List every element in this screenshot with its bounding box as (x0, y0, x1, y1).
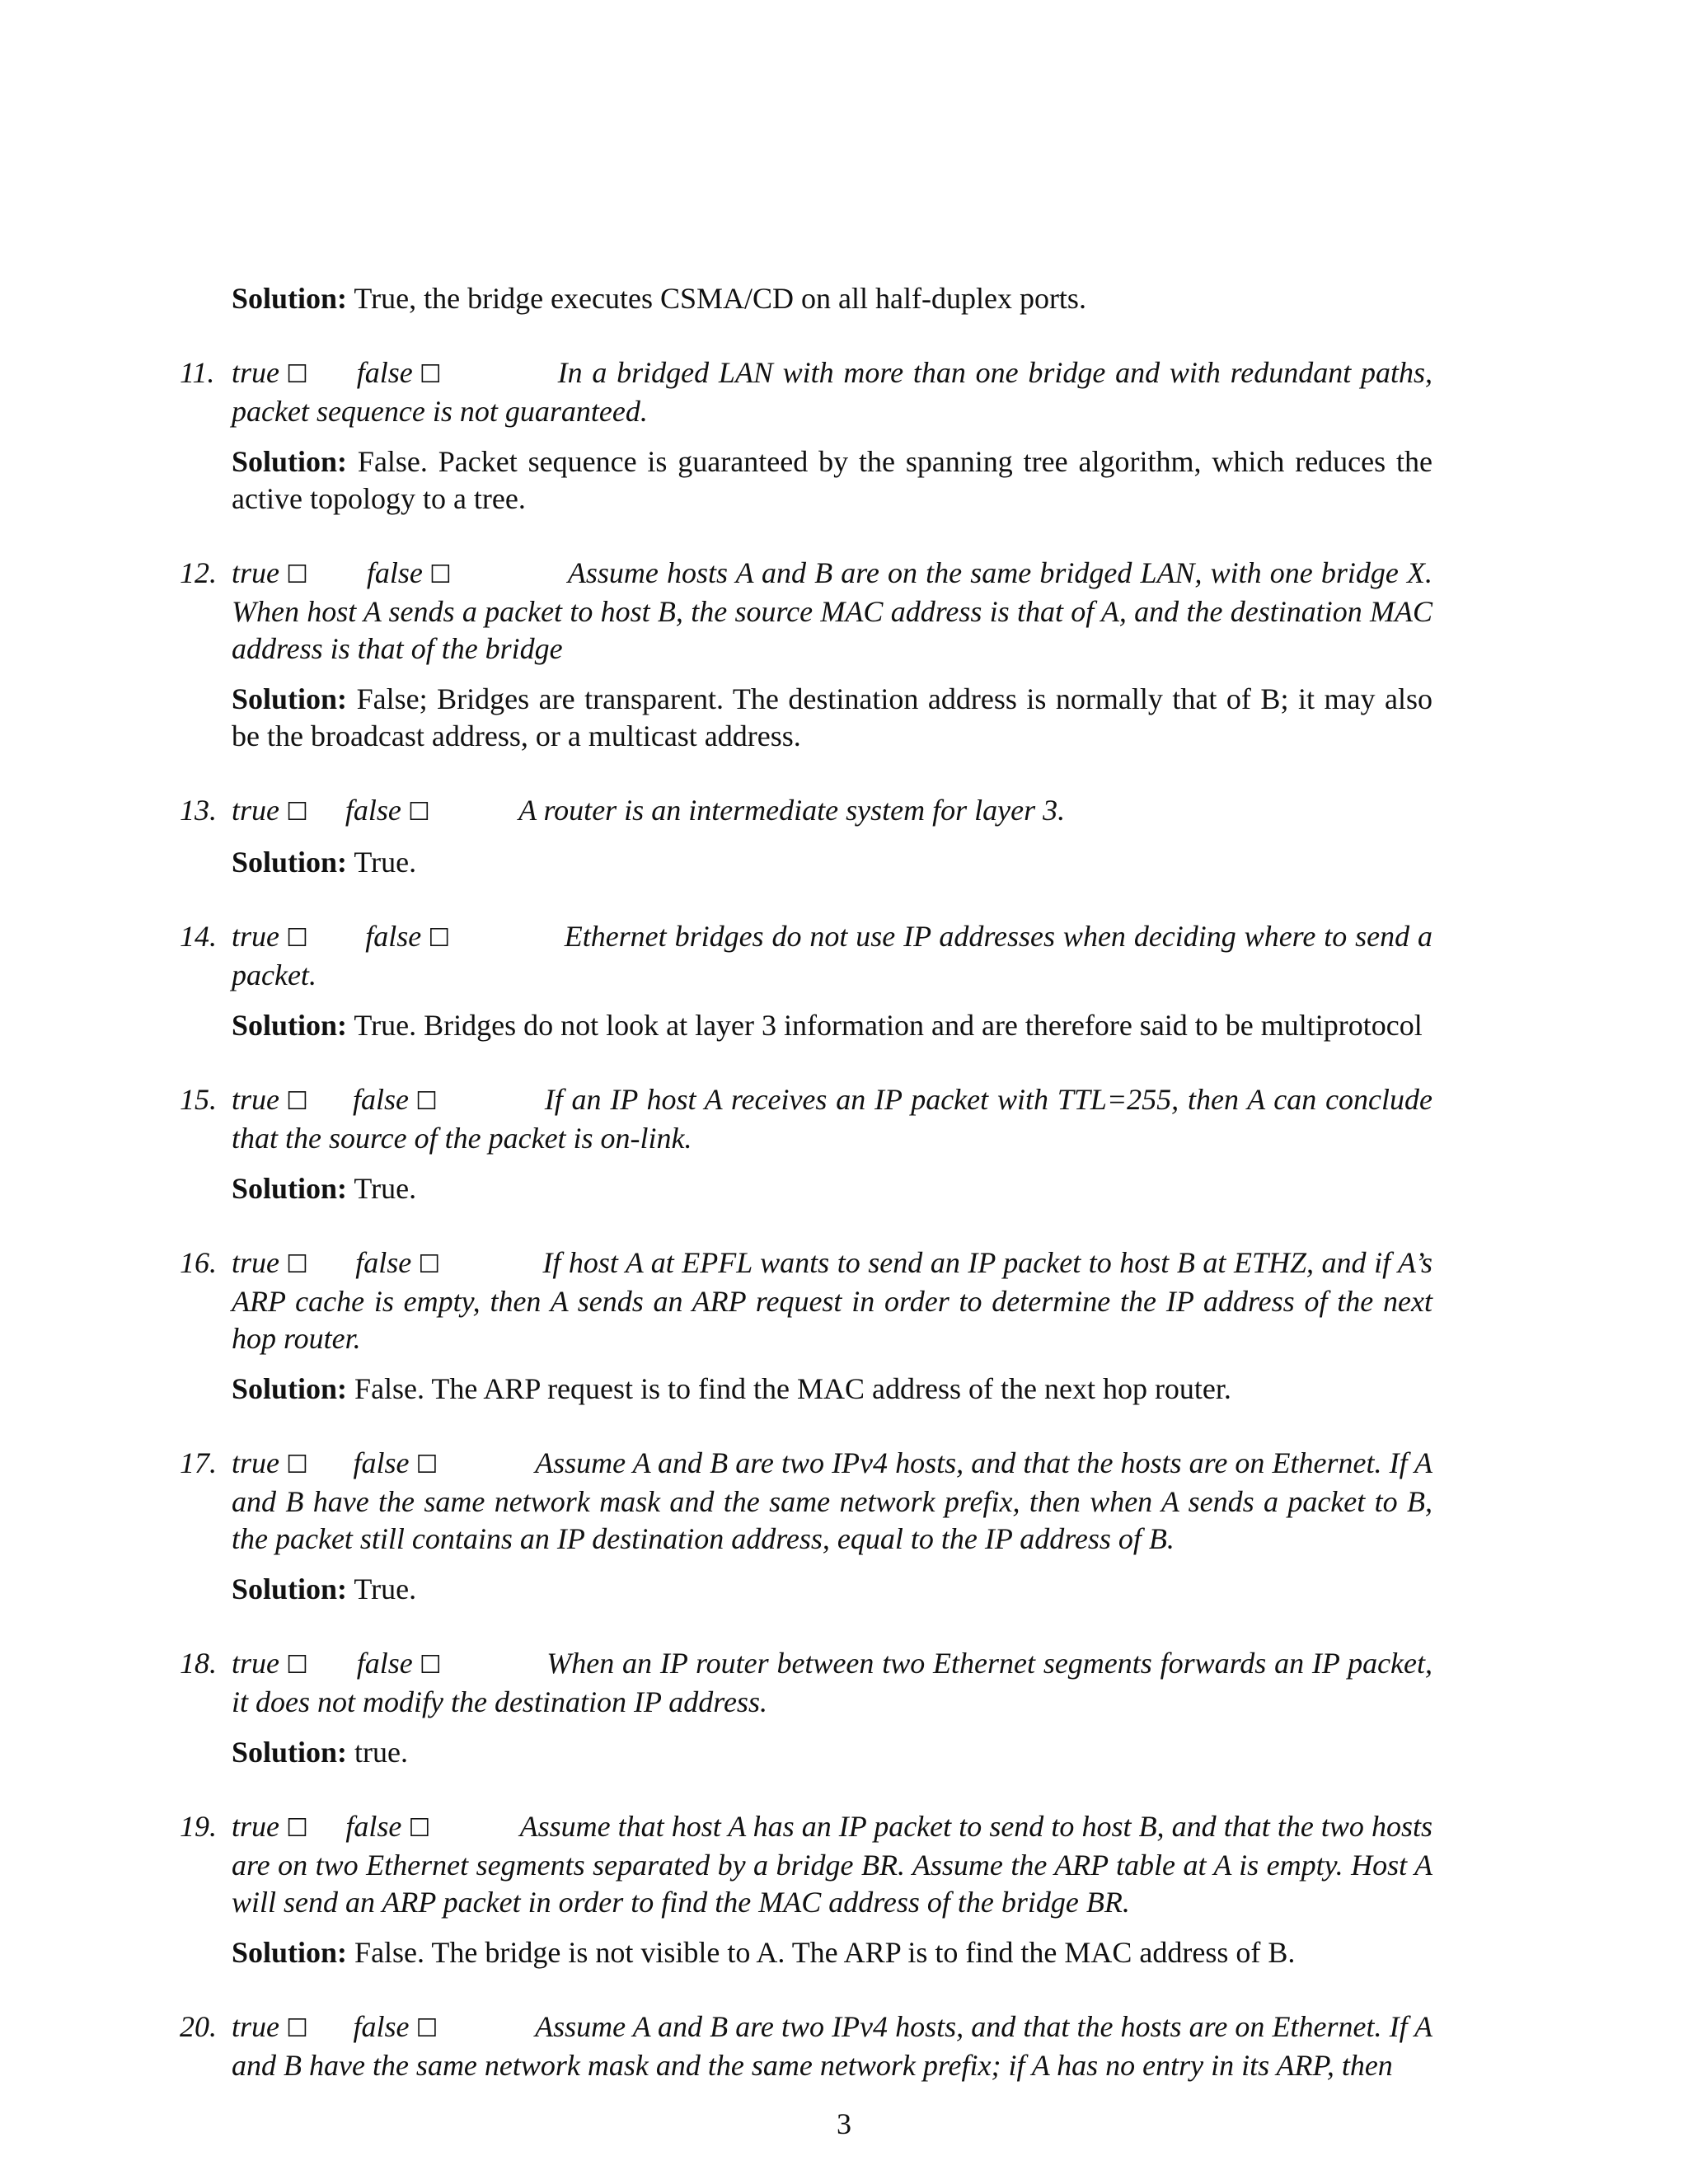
checkbox-icon[interactable]: ☐ (415, 1451, 438, 1479)
solution-label: Solution: (232, 1009, 348, 1042)
checkbox-icon[interactable]: ☐ (415, 1087, 438, 1116)
checkbox-icon[interactable]: ☐ (286, 1451, 308, 1479)
question-19 (180, 1808, 1432, 1921)
solution-text: False. The bridge is not visible to A. The ARP is to find the MAC address of B. (354, 1936, 1296, 1969)
question-statement: If an IP host A receives an IP packet with TTL=255, then A can conclude that the source of the packet is on-link. (232, 1083, 1433, 1155)
true-option[interactable] (232, 792, 308, 831)
checkbox-icon[interactable]: ☐ (286, 1651, 308, 1680)
true-label: true (232, 356, 279, 389)
true-option[interactable] (232, 918, 308, 957)
question-statement: Assume hosts A and B are on the same bridged LAN, with one bridge X. When host A sends a packet to host B, the source MAC address is that of A, and the destination MAC address is that of the bridge (232, 556, 1432, 665)
question-18 (180, 1645, 1432, 1721)
false-option[interactable] (355, 1244, 440, 1283)
question-statement: Assume A and B are two IPv4 hosts, and that the hosts are on Ethernet. If A and B have the same network mask and the same network prefix; if A has no entry in its ARP, then (232, 2010, 1433, 2082)
false-option[interactable] (354, 1445, 438, 1483)
true-label: true (232, 1246, 279, 1279)
checkbox-icon[interactable]: ☐ (286, 1814, 308, 1843)
question-number: 13. (180, 794, 217, 827)
question-number: 11. (180, 356, 215, 389)
question-number: 14. (180, 920, 217, 953)
question-statement: Ethernet bridges do not use IP addresses when deciding where to send a packet. (232, 920, 1433, 991)
false-label: false (356, 1647, 413, 1680)
solution-text: true. (354, 1736, 409, 1769)
false-label: false (353, 1083, 409, 1116)
false-option[interactable] (354, 2008, 438, 2047)
checkbox-icon[interactable]: ☐ (418, 1250, 441, 1279)
page-content (180, 280, 1432, 2084)
solution-label: Solution: (232, 1172, 348, 1205)
checkbox-icon[interactable]: ☐ (286, 360, 308, 389)
solution-text: False; Bridges are transparent. The destination address is normally that of B; it may also be the broadcast address, or a multicast address. (232, 682, 1432, 752)
checkbox-icon[interactable]: ☐ (286, 1087, 308, 1116)
false-label: false (353, 1446, 410, 1479)
checkbox-icon[interactable]: ☐ (286, 560, 308, 589)
true-option[interactable] (232, 354, 308, 393)
question-11 (180, 354, 1432, 430)
solution-label: Solution: (232, 1372, 348, 1405)
solution-label: Solution: (232, 846, 348, 879)
question-number: 18. (180, 1647, 217, 1680)
question-14 (180, 918, 1432, 994)
question-12 (180, 555, 1432, 668)
solution-label: Solution: (232, 282, 348, 315)
true-option[interactable] (232, 555, 308, 593)
solution-text: True. (354, 846, 417, 879)
true-option[interactable] (232, 1081, 308, 1120)
page-number: 3 (837, 2107, 851, 2140)
checkbox-icon[interactable]: ☐ (407, 798, 430, 827)
false-label: false (355, 1246, 412, 1279)
false-option[interactable] (353, 1081, 438, 1120)
checkbox-icon[interactable]: ☐ (286, 924, 308, 953)
solution-label: Solution: (232, 1936, 348, 1969)
question-13 (180, 792, 1432, 831)
solution-text: False. Packet sequence is guaranteed by the spanning tree algorithm, which reduces the active topology to a tree. (232, 445, 1432, 515)
solution-text: True. Bridges do not look at layer 3 information and are therefore said to be multiprotocol (354, 1009, 1423, 1042)
checkbox-icon[interactable]: ☐ (428, 924, 451, 953)
true-option[interactable] (232, 1808, 308, 1847)
checkbox-icon[interactable]: ☐ (419, 360, 442, 389)
solution-14 (232, 1007, 1432, 1044)
question-statement: A router is an intermediate system for layer 3. (518, 794, 1066, 827)
false-option[interactable] (345, 792, 430, 831)
solution-text: True. (354, 1572, 417, 1605)
solution-19 (232, 1934, 1432, 1971)
solution-12 (232, 681, 1432, 755)
checkbox-icon[interactable]: ☐ (408, 1814, 431, 1843)
true-label: true (232, 794, 279, 827)
question-number: 16. (180, 1246, 217, 1279)
solution-label: Solution: (232, 1572, 348, 1605)
false-option[interactable] (345, 1808, 430, 1847)
checkbox-icon[interactable]: ☐ (429, 560, 452, 589)
question-20 (180, 2008, 1432, 2084)
question-number: 17. (180, 1446, 217, 1479)
true-label: true (232, 1647, 279, 1680)
false-option[interactable] (357, 1645, 442, 1684)
question-17 (180, 1445, 1432, 1558)
true-option[interactable] (232, 1445, 308, 1483)
question-statement: If host A at EPFL wants to send an IP packet to host B at ETHZ, and if A’s ARP cache is empty, then A sends an ARP request in order to determine the IP address of the next hop router. (232, 1246, 1433, 1355)
question-statement: In a bridged LAN with more than one bridge and with redundant paths, packet sequence is not guaranteed. (232, 356, 1433, 428)
true-label: true (232, 1810, 279, 1843)
solution-label: Solution: (232, 445, 348, 478)
true-label: true (232, 556, 279, 589)
solution-17 (232, 1571, 1432, 1608)
question-number: 19. (180, 1810, 217, 1843)
question-16 (180, 1244, 1432, 1357)
checkbox-icon[interactable]: ☐ (286, 798, 308, 827)
solution-text: True. (354, 1172, 417, 1205)
question-15 (180, 1081, 1432, 1157)
checkbox-icon[interactable]: ☐ (419, 1651, 442, 1680)
lead-solution (232, 280, 1432, 317)
checkbox-icon[interactable]: ☐ (286, 2014, 308, 2043)
solution-15 (232, 1170, 1432, 1207)
question-number: 15. (180, 1083, 217, 1116)
false-option[interactable] (357, 354, 442, 393)
checkbox-icon[interactable]: ☐ (415, 2014, 438, 2043)
true-label: true (232, 2010, 279, 2043)
solution-18 (232, 1734, 1432, 1771)
true-label: true (232, 1083, 279, 1116)
solution-text: True, the bridge executes CSMA/CD on all half-duplex ports. (354, 282, 1086, 315)
question-statement: Assume that host A has an IP packet to send to host B, and that the two hosts are on two Ethernet segments separated by a bridge BR. Assume the ARP table at A is empty. Host A will send an ARP packet in order to find the MAC address of the bridge BR. (232, 1810, 1432, 1919)
false-label: false (365, 920, 422, 953)
false-label: false (345, 1810, 402, 1843)
false-option[interactable] (365, 918, 450, 957)
question-number: 20. (180, 2010, 217, 2043)
true-option[interactable] (232, 1645, 308, 1684)
false-option[interactable] (367, 555, 452, 593)
solution-label: Solution: (232, 1736, 348, 1769)
false-label: false (345, 794, 401, 827)
false-label: false (356, 356, 413, 389)
false-label: false (366, 556, 423, 589)
solution-11 (232, 443, 1432, 518)
question-number: 12. (180, 556, 217, 589)
true-option[interactable] (232, 1244, 308, 1283)
solution-16 (232, 1371, 1432, 1408)
solution-label: Solution: (232, 682, 348, 715)
true-label: true (232, 1446, 279, 1479)
question-statement: When an IP router between two Ethernet segments forwards an IP packet, it does not modify the destination IP address. (232, 1647, 1433, 1718)
checkbox-icon[interactable]: ☐ (286, 1250, 308, 1279)
solution-13 (232, 844, 1432, 881)
true-option[interactable] (232, 2008, 308, 2047)
solution-text: False. The ARP request is to find the MAC address of the next hop router. (354, 1372, 1231, 1405)
false-label: false (353, 2010, 410, 2043)
question-statement: Assume A and B are two IPv4 hosts, and that the hosts are on Ethernet. If A and B have the same network mask and the same network prefix, then when A sends a packet to B, the packet still contains an IP destination address, equal to the IP address of B. (232, 1446, 1433, 1555)
true-label: true (232, 920, 279, 953)
